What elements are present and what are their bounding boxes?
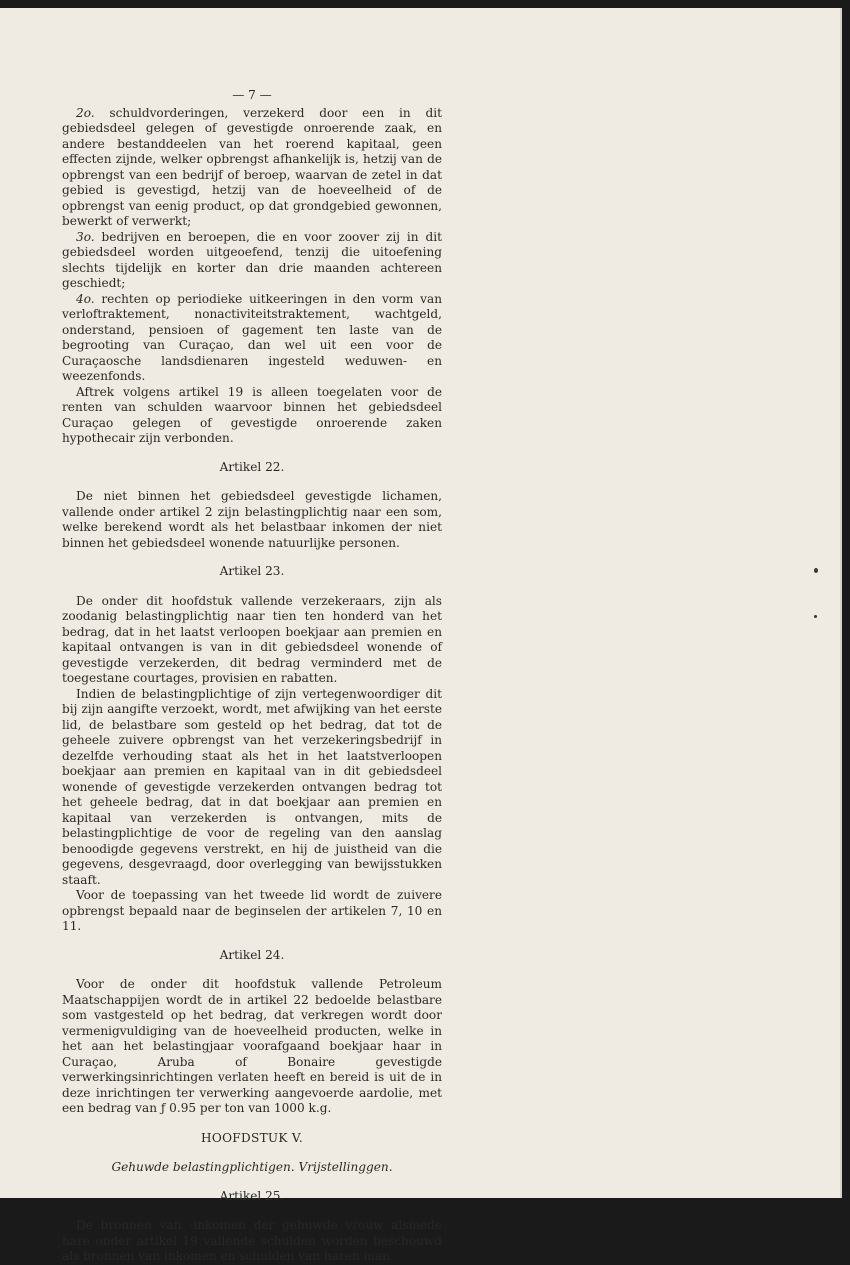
document-page: [0, 8, 842, 1263]
artikel-25-heading: Artikel 25.: [219, 1188, 285, 1203]
page-number: — 7 —: [232, 88, 272, 102]
binding-hole-mark: [814, 615, 817, 618]
item-4-paragraph: [62, 292, 442, 385]
hoofdstuk-v-subtitle: Gehuwde belastingplichtigen. Vrijstellinggen.: [111, 1160, 393, 1174]
item-4-text: rechten op periodieke uitkeeringen in den vorm van verloftraktement, nonactiviteitstraktement, wachtgeld, onderstand, pensioen of gagement ten laste van de begrooting van Curaçao, dan wel uit een voor de Curaçaosche landsdienaren ingesteld weduwen- en weezenfonds.: [62, 291, 442, 383]
artikel-23-paragraph-2: Indien de belastingplichtige of zijn vertegenwoordiger dit bij zijn aangifte verzoekt, wordt, met afwijking van het eerste lid, de belastbare som gesteld op het bedrag, dat tot de geheele zuivere opbrengst van het verzekeringsbedrijf in dezelfde verhouding staat als het in het laatstverloopen boekjaar aan premien en kapitaal van in dit gebiedsdeel wonende of gevestigde verzekerden ontvangen bedrag tot het geheele bedrag, dat in dat boekjaar aan premien en kapitaal van verzekerden is ontvangen, mits de belastingplichtige de voor de regeling van den aanslag benoodigde gegevens verstrekt, en hij de juistheid van die gegevens, desgevraagd, door overlegging van bewijsstukken staaft.: [62, 686, 442, 887]
artikel-22-heading: Artikel 22.: [219, 459, 285, 474]
item-2-label: 2o.: [76, 105, 95, 120]
hoofdstuk-v-heading: HOOFDSTUK V.: [201, 1130, 303, 1145]
text-column: [62, 88, 442, 1265]
item-3-text: bedrijven en beroepen, die en voor zoover zij in dit gebiedsdeel worden uitgeoefend, tenzij die uitoefening slechts tijdelijk en korter dan drie maanden achtereen geschiedt;: [62, 229, 442, 290]
artikel-23-paragraph-3: Voor de toepassing van het tweede lid wordt de zuivere opbrengst bepaald naar de beginselen der artikelen 7, 10 en 11.: [62, 888, 442, 933]
aftrek-paragraph: Aftrek volgens artikel 19 is alleen toegelaten voor de renten van schulden waarvoor binnen het gebiedsdeel Curaçao gelegen of gevestigde onroerende zaken hypothecair zijn verbonden.: [62, 384, 442, 445]
item-2-text: schuldvorderingen, verzekerd door een in dit gebiedsdeel gelegen of gevestigde onroerende zaak, en andere bestanddeelen van het roerend kapitaal, geen effecten zijnde, welker opbrengst afhankelijk is, hetzij van de opbrengst van een bedrijf of beroep, waarvan de zetel in dat gebied is gevestigd, hetzij van de hoeveelheid of de opbrengst van eenig product, op dat grondgebied gewonnen, bewerkt of verwerkt;: [62, 105, 442, 228]
artikel-23-heading: Artikel 23.: [219, 564, 285, 578]
item-2-paragraph: [62, 106, 442, 230]
artikel-24-heading: Artikel 24.: [219, 947, 285, 962]
item-3-paragraph: [62, 230, 442, 292]
item-4-label: 4o.: [76, 291, 95, 306]
artikel-25-paragraph: De bronnen van -inkomen der gehuwde vrouw alsmede hare onder artikel 19 vallende schulden worden beschouwd als bronnen van inkomen en schulden van haren man.: [62, 1218, 442, 1263]
artikel-23-paragraph-1: De onder dit hoofdstuk vallende verzekeraars, zijn als zoodanig belastingplichtig naar tien ten honderd van het bedrag, dat in het laatst verloopen boekjaar aan premien en kapitaal ontvangen is van in dit gebiedsdeel wonende of gevestigde verzekerden, dit bedrag verminderd met de toegestane courtages, provisien en rabatten.: [62, 593, 442, 685]
artikel-24-paragraph: Voor de onder dit hoofdstuk vallende Petroleum Maatschappijen wordt de in artikel 22 bedoelde belastbare som vastgesteld op het bedrag, dat verkregen wordt door vermenigvuldiging van de hoeveelheid producten, welke in het aan het belastingjaar voorafgaand boekjaar haar in Curaçao, Aruba of Bonaire gevestigde verwerkingsinrichtingen verlaten heeft en bereid is uit de in deze inrichtingen ter verwerking aangevoerde aardolie, met een bedrag van ƒ 0.95 per ton van 1000 k.g.: [62, 977, 442, 1115]
item-3-label: 3o.: [76, 229, 95, 244]
binding-hole-mark: [814, 568, 818, 573]
artikel-22-paragraph: De niet binnen het gebiedsdeel gevestigde lichamen, vallende onder artikel 2 zijn belastingplichtig naar een som, welke berekend wordt als het belastbaar inkomen der niet binnen het gebiedsdeel wonende natuurlijke personen.: [62, 489, 442, 550]
